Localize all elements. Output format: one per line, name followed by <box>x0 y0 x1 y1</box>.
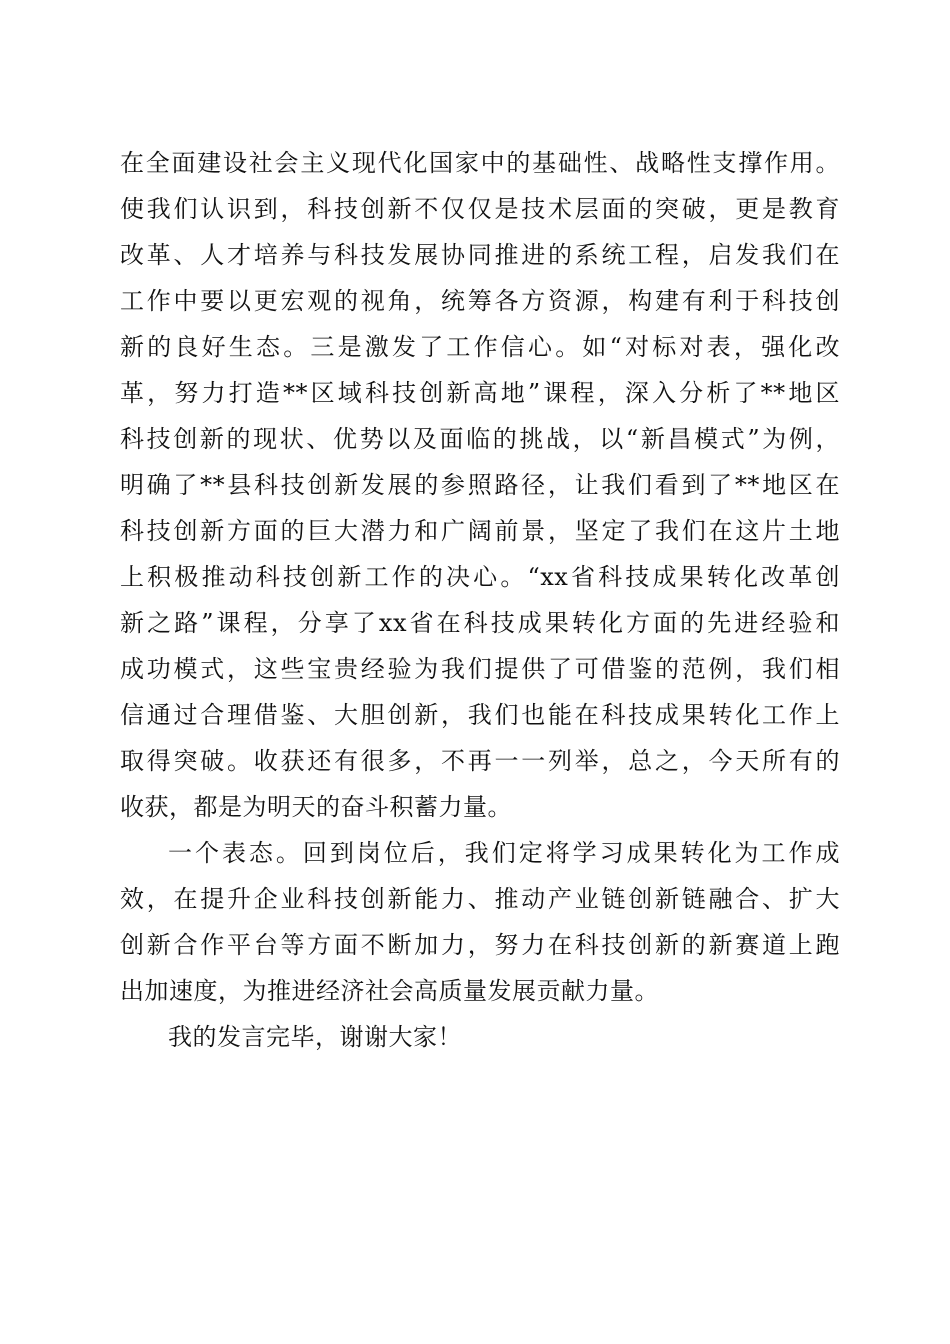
text-line: 效，在提升企业科技创新能力、推动产业链创新链融合、扩大 <box>120 885 840 913</box>
text-line: 新之路”课程，分享了xx省在科技成果转化方面的先进经验和 <box>120 609 840 637</box>
text-line: 创新合作平台等方面不断加力，努力在科技创新的新赛道上跑 <box>120 931 840 959</box>
text-line: 上积极推动科技创新工作的决心。“xx省科技成果转化改革创 <box>120 563 840 591</box>
text-line: 收获，都是为明天的奋斗积蓄力量。 <box>120 793 512 821</box>
text-line: 科技创新的现状、优势以及面临的挑战，以“新昌模式”为例， <box>120 425 840 453</box>
text-line: 科技创新方面的巨大潜力和广阔前景，坚定了我们在这片土地 <box>120 517 840 545</box>
text-line: 明确了**县科技创新发展的参照路径，让我们看到了**地区在 <box>120 471 840 499</box>
text-line: 信通过合理借鉴、大胆创新，我们也能在科技成果转化工作上 <box>120 701 840 729</box>
text-line: 革，努力打造**区域科技创新高地”课程，深入分析了**地区 <box>120 379 840 407</box>
text-line: 一个表态。回到岗位后，我们定将学习成果转化为工作成 <box>168 839 840 867</box>
closing-paragraph <box>120 1014 840 1060</box>
text-line: 在全面建设社会主义现代化国家中的基础性、战略性支撑作用。 <box>120 149 840 177</box>
text-line: 工作中要以更宏观的视角，统筹各方资源，构建有利于科技创 <box>120 287 840 315</box>
text-line: 使我们认识到，科技创新不仅仅是技术层面的突破，更是教育 <box>120 195 840 223</box>
closing-line: 我的发言完毕，谢谢大家！ <box>168 1023 462 1051</box>
text-line: 改革、人才培养与科技发展协同推进的系统工程，启发我们在 <box>120 241 840 269</box>
paragraph-2 <box>120 830 840 1014</box>
text-line: 取得突破。收获还有很多，不再一一列举，总之，今天所有的 <box>120 747 840 775</box>
text-line: 新的良好生态。三是激发了工作信心。如“对标对表，强化改 <box>120 333 840 361</box>
text-line: 出加速度，为推进经济社会高质量发展贡献力量。 <box>120 977 659 1005</box>
document-body <box>120 140 840 1060</box>
text-line: 成功模式，这些宝贵经验为我们提供了可借鉴的范例，我们相 <box>120 655 840 683</box>
paragraph-1 <box>120 140 840 830</box>
